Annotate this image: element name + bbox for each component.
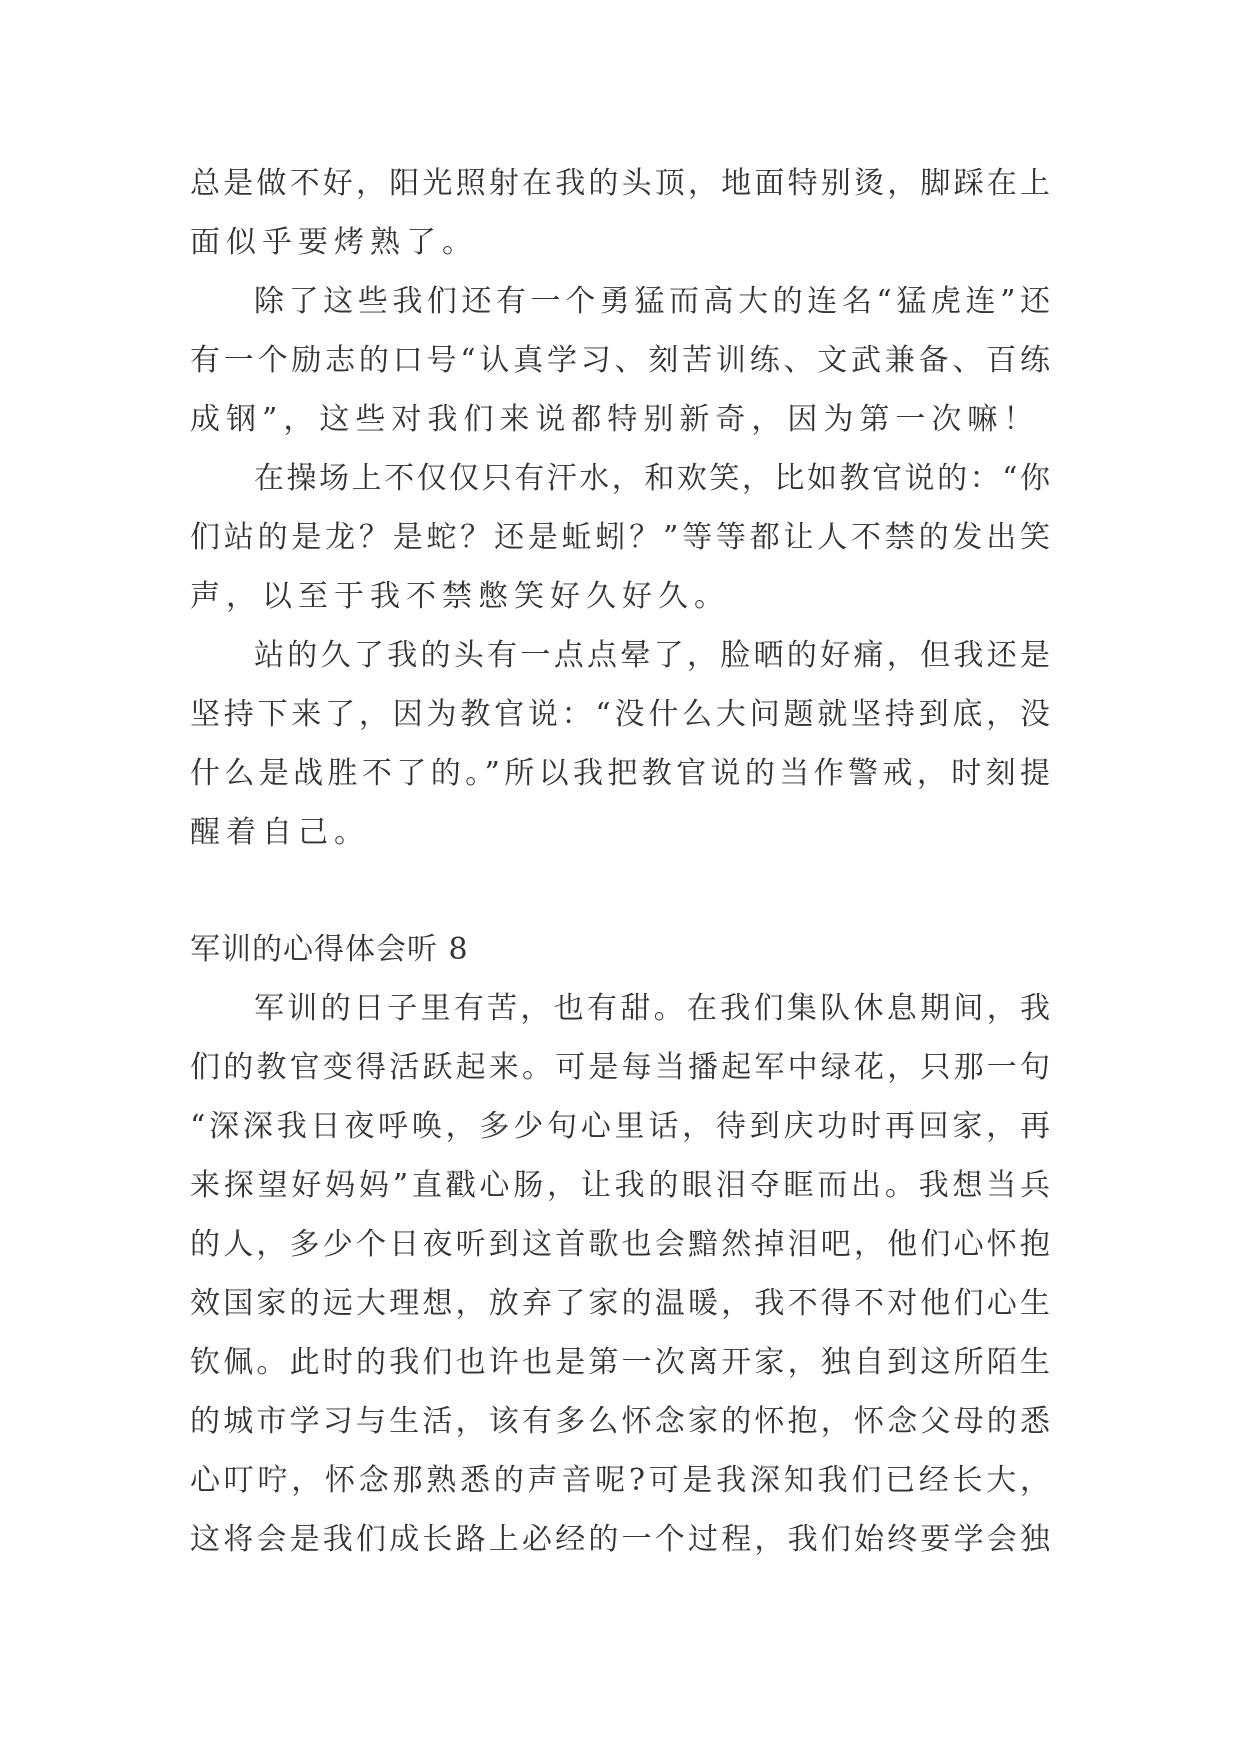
text-line: 总是做不好，阳光照射在我的头顶，地面特别烫，脚踩在上 [190, 166, 1050, 201]
section-title: 军训的心得体会听 8 [190, 932, 469, 967]
text-line: 心叮咛，怀念那熟悉的声音呢?可是我深知我们已经长大， [190, 1463, 1050, 1498]
text-line: 们站的是龙？是蛇？还是蚯蚓？”等等都让人不禁的发出笑 [190, 520, 1050, 555]
text-line: 这将会是我们成长路上必经的一个过程，我们始终要学会独 [190, 1522, 1050, 1557]
text-line: 成钢”，这些对我们来说都特别新奇，因为第一次嘛！ [190, 402, 1040, 437]
text-line: 军训的日子里有苦，也有甜。在我们集队休息期间，我 [254, 991, 1050, 1026]
text-line: 声，以至于我不禁憋笑好久好久。 [190, 579, 730, 614]
text-line: 效国家的远大理想，放弃了家的温暖，我不得不对他们心生 [190, 1286, 1050, 1321]
text-line: 来探望好妈妈”直戳心肠，让我的眼泪夺眶而出。我想当兵 [190, 1168, 1050, 1203]
text-line: 的人，多少个日夜听到这首歌也会黯然掉泪吧，他们心怀抱 [190, 1227, 1050, 1262]
text-line: 有一个励志的口号“认真学习、刻苦训练、文武兼备、百练 [190, 343, 1050, 378]
text-line: 坚持下来了，因为教官说：“没什么大问题就坚持到底，没 [190, 697, 1050, 732]
text-line: 除了这些我们还有一个勇猛而高大的连名“猛虎连”还 [254, 284, 1050, 319]
text-line: “深深我日夜呼唤，多少句心里话，待到庆功时再回家，再 [190, 1109, 1050, 1144]
text-line: 在操场上不仅仅只有汗水，和欢笑，比如教官说的：“你 [254, 461, 1050, 496]
text-line: 的城市学习与生活，该有多么怀念家的怀抱，怀念父母的悉 [190, 1404, 1050, 1439]
text-line: 面似乎要烤熟了。 [190, 225, 478, 260]
text-line: 什么是战胜不了的。”所以我把教官说的当作警戒，时刻提 [190, 756, 1050, 791]
text-line: 醒着自己。 [190, 815, 370, 850]
text-line: 们的教官变得活跃起来。可是每当播起军中绿花，只那一句 [190, 1050, 1050, 1085]
text-line: 钦佩。此时的我们也许也是第一次离开家，独自到这所陌生 [190, 1345, 1050, 1380]
text-line: 站的久了我的头有一点点晕了，脸晒的好痛，但我还是 [254, 638, 1050, 673]
